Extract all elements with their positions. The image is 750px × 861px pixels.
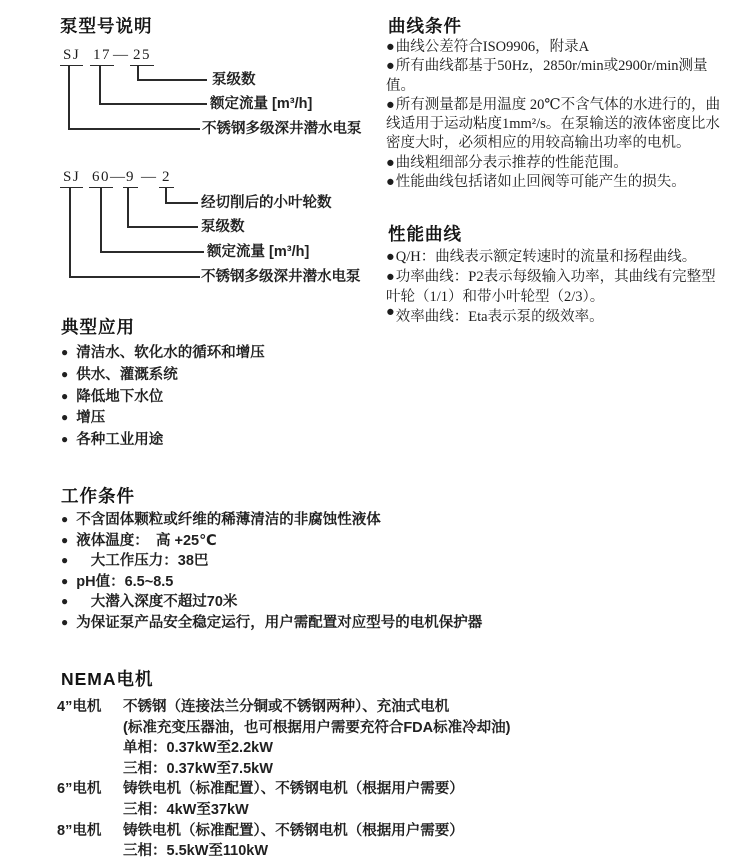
model-code-dash: — <box>141 169 158 185</box>
list-item-text: 功率曲线：P2表示每级输入功率，其曲线有完整型叶轮（1/1）和带小叶轮型（2/3）。 <box>386 269 716 305</box>
list-item <box>61 592 501 613</box>
diagram-label-trimmed-impellers: 经切削后的小叶轮数 <box>201 195 332 211</box>
list-item <box>386 96 728 154</box>
model-code-dash: — <box>110 169 127 185</box>
diagram-label-pump: 不锈钢多级深井潜水电泵 <box>202 121 362 137</box>
motor-spec-line: 三相：4kW至37kW <box>123 801 249 818</box>
list-item <box>61 386 391 408</box>
motor-size-label: 6”电机 <box>57 781 102 798</box>
connector-line-horizontal <box>127 226 198 228</box>
list-item-text: 不含固体颗粒或纤维的稀薄清洁的非腐蚀性液体 <box>76 512 381 528</box>
motor-spec-line: 铸铁电机（标准配置）、不锈钢电机（根据用户需要） <box>123 781 464 798</box>
bullet-icon: ● <box>61 410 69 425</box>
bullet-icon: ● <box>61 366 69 381</box>
connector-line-vertical <box>68 66 70 129</box>
model-code-part: 9 <box>123 170 138 188</box>
bullet-icon: ● <box>61 553 69 568</box>
bullet-icon: ● <box>386 154 395 171</box>
motor-spec-line: 不锈钢（连接法兰分铜或不锈钢两种）、充油式电机 <box>123 699 450 715</box>
nema-motors-table <box>57 697 510 861</box>
bullet-icon: ● <box>61 614 69 629</box>
connector-line-horizontal <box>137 79 207 81</box>
model-code-part: 25 <box>130 48 154 66</box>
model-section-title: 泵型号说明 <box>60 16 153 36</box>
connector-line-vertical <box>137 66 139 80</box>
diagram-label-pump: 不锈钢多级深井潜水电泵 <box>201 269 361 285</box>
model-code-part: 2 <box>159 170 174 188</box>
list-item <box>61 342 391 364</box>
diagram-label-stages: 泵级数 <box>212 72 256 88</box>
typical-applications-list <box>61 342 391 451</box>
nema-row-4inch <box>57 697 510 779</box>
connector-line-vertical <box>100 188 102 252</box>
list-item <box>386 304 728 327</box>
connector-line-vertical <box>165 188 167 203</box>
performance-curves-list <box>386 247 728 327</box>
list-item <box>61 510 501 531</box>
connector-line-horizontal <box>68 128 200 130</box>
model-code-dash: — <box>113 47 130 63</box>
motor-spec-lines <box>123 779 464 820</box>
list-item-text: 供水、灌溉系统 <box>76 366 178 383</box>
bullet-icon: ● <box>61 532 69 547</box>
bullet-icon: ● <box>61 388 69 403</box>
list-item <box>61 429 391 451</box>
model-code-part: SJ <box>60 48 83 66</box>
bullet-icon: ● <box>386 249 395 265</box>
working-conditions-list <box>61 510 501 634</box>
list-item-text: 大潜入深度不超过70米 <box>76 594 238 611</box>
model-code-part: SJ <box>60 170 83 188</box>
connector-line-horizontal <box>165 202 198 204</box>
bullet-icon: ● <box>386 58 395 75</box>
list-item-text: 效率曲线：Eta表示泵的级效率。 <box>395 309 604 325</box>
motor-spec-line: 三相：5.5kW至110kW <box>123 843 269 860</box>
list-item <box>386 154 728 173</box>
list-item <box>61 364 391 386</box>
motor-spec-line: 三相：0.37kW至7.5kW <box>123 760 273 777</box>
list-item-text: 曲线公差符合ISO9906，附录A <box>395 39 590 55</box>
list-item <box>386 173 728 192</box>
list-item-text: pH值：6.5~8.5 <box>76 573 174 590</box>
model-code-diagram-1 <box>60 48 405 144</box>
performance-curves-title: 性能曲线 <box>388 224 462 244</box>
connector-line-horizontal <box>99 103 207 105</box>
diagram-label-flow: 额定流量 [m³/h] <box>207 244 310 260</box>
diagram-label-flow: 额定流量 [m³/h] <box>210 96 313 112</box>
model-code-part: 17 <box>90 48 114 66</box>
list-item-text: 降低地下水位 <box>76 388 164 405</box>
list-item <box>61 551 501 572</box>
curve-conditions-title: 曲线条件 <box>388 16 462 36</box>
list-item <box>61 572 501 593</box>
bullet-icon: ● <box>61 573 69 588</box>
bullet-icon: ● <box>386 39 395 55</box>
connector-line-vertical <box>127 188 129 227</box>
nema-motors-title: NEMA电机 <box>61 669 154 689</box>
list-item-text: 大工作压力：38巴 <box>76 553 209 570</box>
working-conditions-title: 工作条件 <box>61 486 135 506</box>
bullet-icon: ● <box>61 432 69 447</box>
list-item-text: 增压 <box>76 410 106 427</box>
diagram-label-stages: 泵级数 <box>201 219 245 235</box>
list-item <box>61 531 501 552</box>
list-item-text: 曲线粗细部分表示推荐的性能范围。 <box>395 154 628 171</box>
motor-spec-lines <box>123 821 464 861</box>
list-item <box>61 613 501 634</box>
list-item-text: 液体温度： 高 +25℃ <box>76 532 217 549</box>
list-item <box>386 38 728 57</box>
motor-size-label: 8”电机 <box>57 822 102 839</box>
list-item-text: 为保证泵产品安全稳定运行，用户需配置对应型号的电机保护器 <box>76 614 483 631</box>
motor-spec-line: (标准充变压器油，也可根据用户需要充符合FDA标准冷却油) <box>123 719 511 736</box>
list-item <box>386 267 728 307</box>
connector-line-vertical <box>69 188 71 277</box>
nema-row-8inch <box>57 821 510 861</box>
list-item-text: 所有测量都是用温度 20℃不含气体的水进行的，曲线适用于运动粘度1mm²/s。在泵输送的液体密度比水密度大时，必须相应的用较高输出功率的电机。 <box>386 96 721 152</box>
connector-line-vertical <box>99 66 101 104</box>
motor-spec-lines <box>123 697 510 779</box>
motor-spec-line: 单相：0.37kW至2.2kW <box>123 740 273 757</box>
connector-line-horizontal <box>69 276 200 278</box>
bullet-icon: ● <box>61 594 69 609</box>
curve-conditions-list <box>386 38 728 192</box>
list-item <box>61 407 391 429</box>
bullet-icon: ● <box>386 269 395 285</box>
connector-line-horizontal <box>100 251 204 253</box>
bullet-icon: ● <box>386 96 395 113</box>
motor-spec-line: 铸铁电机（标准配置）、不锈钢电机（根据用户需要） <box>123 822 464 839</box>
bullet-icon: ● <box>61 512 69 526</box>
nema-row-6inch <box>57 779 510 820</box>
list-item-text: Q/H：曲线表示额定转速时的流量和扬程曲线。 <box>395 249 697 265</box>
bullet-icon: ● <box>61 345 69 359</box>
model-code-diagram-2 <box>60 170 405 290</box>
bullet-icon: ● <box>386 304 395 320</box>
list-item-text: 性能曲线包括诸如止回阀等可能产生的损失。 <box>395 174 686 191</box>
list-item-text: 所有曲线都基于50Hz，2850r/min或2900r/min测量值。 <box>386 58 708 94</box>
motor-size-label: 4”电机 <box>57 699 102 715</box>
list-item-text: 清洁水、软化水的循环和增压 <box>76 345 265 361</box>
list-item <box>386 57 728 96</box>
list-item-text: 各种工业用途 <box>76 432 164 449</box>
model-code-part: 60 <box>89 170 113 188</box>
bullet-icon: ● <box>386 174 395 191</box>
list-item <box>386 247 728 267</box>
typical-applications-title: 典型应用 <box>61 317 135 337</box>
